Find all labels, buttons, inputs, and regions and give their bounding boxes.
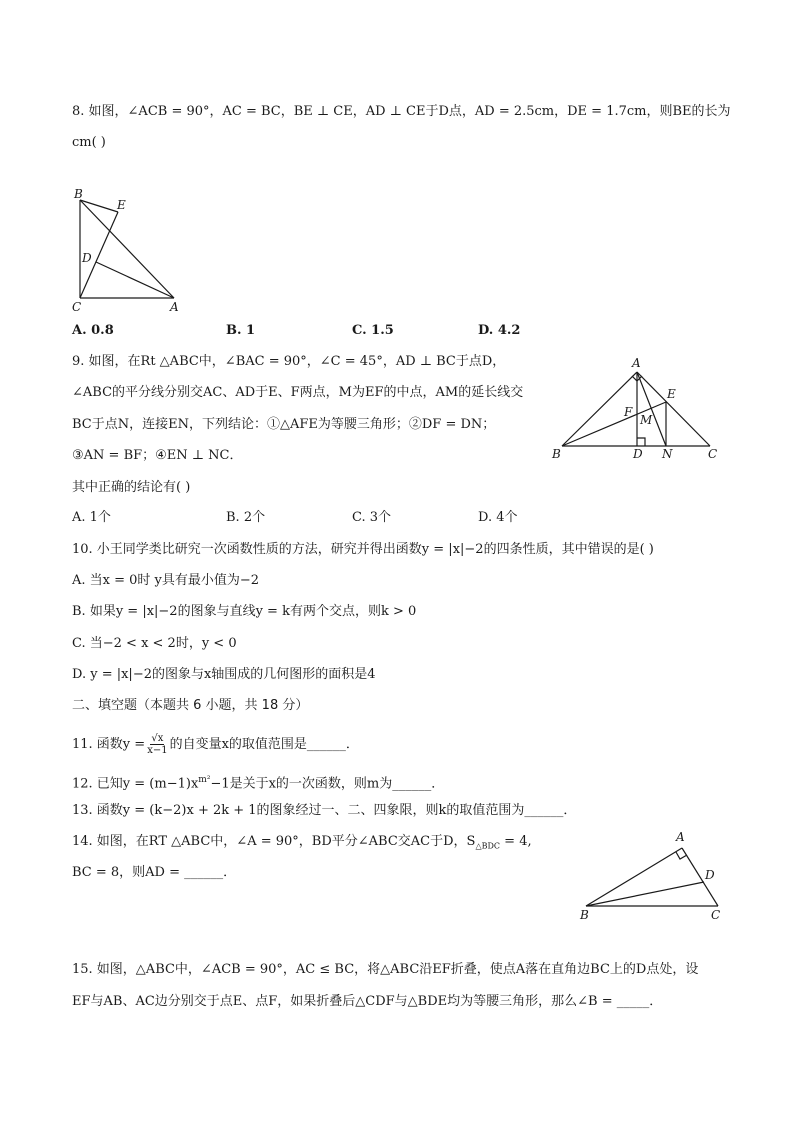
- q10-option-d: D. y = |x|−2的图象与x轴围成的几何图形的面积是4: [72, 667, 376, 682]
- q8-stem-line1: 8. 如图，∠ACB = 90°，AC = BC，BE ⊥ CE，AD ⊥ CE于D点，AD = 2.5cm，DE = 1.7cm，则BE的长为: [72, 104, 731, 119]
- q9-stem-line2: ∠ABC的平分线分别交AC、AD于E、F两点，M为EF的中点，AM的延长线交: [72, 385, 524, 400]
- q14-label-A: A: [676, 830, 685, 844]
- q11-denominator: x−1: [147, 745, 168, 756]
- q8-option-c: C. 1.5: [352, 323, 394, 338]
- q14-label-C: C: [711, 908, 721, 922]
- q10-option-c: C. 当−2 < x < 2时，y < 0: [72, 636, 237, 651]
- q11-fraction: [147, 733, 167, 756]
- q9-label-C: C: [708, 447, 718, 461]
- q12-suffix: −1是关于x的一次函数，则m为______．: [210, 776, 445, 792]
- q11-numerator: √x: [151, 733, 164, 744]
- q15-stem-line1: 15. 如图，△ABC中，∠ACB = 90°，AC ≤ BC，将△ABC沿EF折叠，使点A落在直角边BC上的D点处，设: [72, 962, 699, 977]
- q9-label-D: D: [633, 447, 643, 461]
- q9-label-E: E: [667, 387, 676, 401]
- q14-line1-suffix: = 4,: [500, 834, 532, 849]
- q9-label-M: M: [640, 413, 653, 427]
- q11-stem: [72, 733, 359, 756]
- q8-option-a: A. 0.8: [72, 323, 114, 338]
- q9-stem-line1: 9. 如图，在Rt △ABC中，∠BAC = 90°，∠C = 45°，AD ⊥ BC于点D，: [72, 354, 506, 369]
- q8-label-D: D: [82, 251, 92, 265]
- q8-figure: [68, 186, 188, 316]
- q11-suffix: 的自变量x的取值范围是______．: [169, 736, 359, 752]
- q12-exponent: m²: [198, 775, 211, 785]
- q9-stem-line4: ③AN = BF；④EN ⊥ NC．: [72, 448, 243, 463]
- q14-figure: [576, 828, 726, 924]
- q9-option-d: D. 4个: [478, 510, 518, 525]
- q13-stem: 13. 函数y = (k−2)x + 2k + 1的图象经过一、二、四象限，则k的取值范围为______．: [72, 803, 577, 818]
- q9-label-F: F: [624, 405, 633, 419]
- q9-figure: [548, 354, 728, 464]
- q14-line1-subscript: △BDC: [475, 841, 501, 851]
- q10-option-b: B. 如果y = |x|−2的图象与直线y = k有两个交点，则k > 0: [72, 604, 417, 619]
- q8-label-A: A: [170, 300, 179, 314]
- q8-stem-line2: cm( ): [72, 135, 106, 150]
- q8-label-E: E: [117, 198, 126, 212]
- q9-label-A: A: [632, 356, 641, 370]
- q8-option-d: D. 4.2: [478, 323, 521, 338]
- q14-stem-line1: [72, 833, 532, 856]
- q9-stem-line3: BC于点N，连接EN，下列结论：①△AFE为等腰三角形；②DF = DN；: [72, 417, 496, 432]
- q12-stem: [72, 771, 444, 793]
- q14-label-D: D: [705, 868, 715, 882]
- section-heading-fill-in: 二、填空题（本题共 6 小题，共 18 分）: [72, 698, 309, 713]
- q9-label-N: N: [662, 447, 673, 461]
- q12-prefix: 12. 已知y = (m−1)x: [72, 776, 199, 792]
- q14-stem-line2: BC = 8，则AD = ______．: [72, 865, 237, 880]
- q8-option-b: B. 1: [226, 323, 256, 338]
- q14-line1-prefix: 14. 如图，在RT △ABC中，∠A = 90°，BD平分∠ABC交AC于D，S: [72, 834, 476, 849]
- q14-label-B: B: [580, 908, 589, 922]
- q8-label-B: B: [74, 187, 83, 201]
- q9-option-b: B. 2个: [226, 510, 266, 525]
- q9-option-c: C. 3个: [352, 510, 392, 525]
- q8-label-C: C: [72, 300, 82, 314]
- q9-option-a: A. 1个: [72, 510, 111, 525]
- q9-stem-line5: 其中正确的结论有( ): [72, 480, 191, 495]
- q10-option-a: A. 当x = 0时 y具有最小值为−2: [72, 573, 260, 588]
- q9-label-B: B: [552, 447, 561, 461]
- q11-prefix: 11. 函数y =: [72, 736, 146, 752]
- q15-stem-line2: EF与AB、AC边分别交于点E、点F，如果折叠后△CDF与△BDE均为等腰三角形，那么∠B = _____．: [72, 994, 663, 1009]
- q10-stem: 10. 小王同学类比研究一次函数性质的方法，研究并得出函数y = |x|−2的四条性质，其中错误的是( ): [72, 542, 654, 557]
